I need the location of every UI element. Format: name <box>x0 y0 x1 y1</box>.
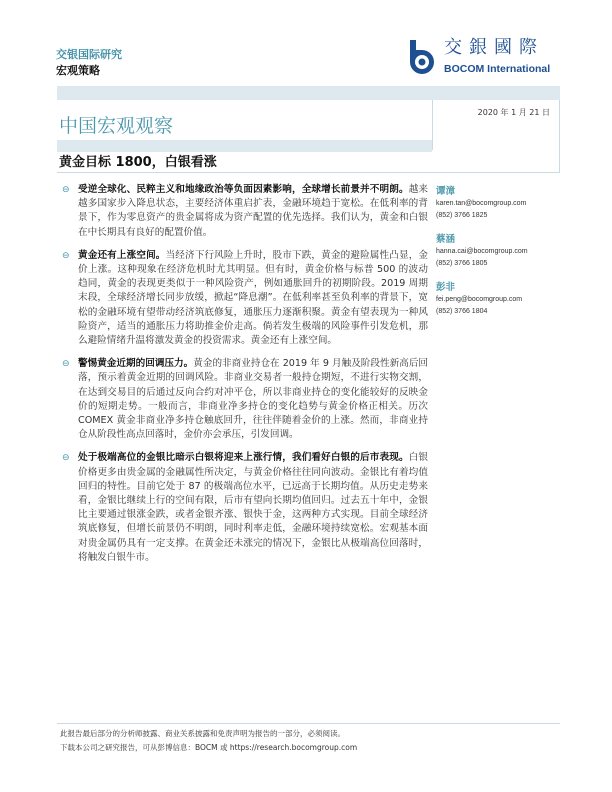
bullet-icon: ⊖ <box>62 185 70 195</box>
bullet-icon: ⊖ <box>62 453 70 464</box>
footer-divider <box>57 723 560 724</box>
download-note: 下载本公司之研究报告，可从彭博信息：BOCM 或 https://research.bocomgroup.com <box>60 743 358 752</box>
bocom-logo-icon <box>400 38 438 74</box>
logo-english-text: BOCOM International <box>444 63 551 75</box>
list-item <box>62 451 430 565</box>
disclosure-note: 此报告最后部分的分析师披露、商业关系披露和免责声明为报告的一部分，必须阅读。 <box>60 729 345 738</box>
analyst <box>436 281 570 317</box>
divider <box>432 100 433 150</box>
list-item <box>62 183 430 240</box>
bullet-icon: ⊖ <box>62 359 70 370</box>
bullet-body: 白银价格更多由贵金属的金融属性所决定，与黄金价格往往同向波动。金银比有着均值回归的特性。目前它处于 87 的极端高位水平，已远高于长期均值。从历史走势来看，金银比继续上行的空间有限，后市有望向长期均值回归。过去五十年中，金银比主要通过银涨金跌，或者金银齐涨、银快于金，这两种方式实现。目前全球经济筑底修复，但增长前景仍不明朗，同时利率走低，金融环境持续宽松。宏观基本面对贵金属仍具有一定支撑。在黄金还未涨完的情况下，金银比从极端高位回落时，将触发白银牛市。 <box>78 452 429 563</box>
bullet-icon: ⊖ <box>62 250 70 261</box>
analyst-list <box>436 185 570 329</box>
bullet-heading: 黄金还有上涨空间。 <box>78 249 166 261</box>
section-label: 宏观策略 <box>56 64 100 77</box>
analyst-email[interactable]: fei.peng@bocomgroup.com <box>436 296 523 303</box>
analyst-email[interactable]: hanna.cai@bocomgroup.com <box>436 248 528 255</box>
analyst <box>436 233 570 269</box>
brand-name: 交银国际研究 <box>56 48 122 61</box>
analyst-name: 蔡涵 <box>436 234 456 245</box>
analyst-name: 彭非 <box>436 282 456 293</box>
analyst-phone: (852) 3766 1804 <box>436 307 488 315</box>
key-points <box>62 183 430 574</box>
list-item <box>62 249 430 348</box>
bullet-heading: 处于极端高位的金银比暗示白银将迎来上涨行情，我们看好白银的后市表现。 <box>78 452 409 464</box>
bullet-body: 越来越多国家步入降息状态，主要经济体重启扩表，金融环境趋于宽松。在低利率的背景下，作为零息资产的贵金属将成为资产配置的优先选择。我们认为，黄金和白银在中长期具有良好的配置价值。 <box>78 184 429 238</box>
page-subtitle: 黄金目标 1800，白银看涨 <box>59 155 217 170</box>
bullet-body: 黄金的非商业持仓在 2019 年 9 月触及阶段性新高后回落，预示着黄金近期的回调风险。非商业交易者一般持仓期短，不进行实物交割，在达到交易目的后通过反向合约对冲平仓，所以非商业持仓的变化能较好的反映金价的短期走势。一般而言，非商业净多持仓的变化趋势与黄金价格正相关。历次 COMEX 黄金非商业净多持仓触底回升，往往伴随着金价的上涨。然而，非商业持仓从阶段性高点回落时，金价亦会承压，引发回调。 <box>78 358 429 441</box>
bullet-heading: 受逆全球化、民粹主义和地缘政治等负面因素影响，全球增长前景并不明朗。 <box>78 184 409 195</box>
analyst-phone: (852) 3766 1825 <box>436 211 488 219</box>
analyst-phone: (852) 3766 1805 <box>436 259 488 267</box>
list-item <box>62 357 430 442</box>
bullet-heading: 警惕黄金近期的回调压力。 <box>78 358 194 370</box>
logo-chinese-text: 交銀國際 <box>444 37 544 58</box>
analyst <box>436 185 570 221</box>
analyst-email[interactable]: karen.tan@bocomgroup.com <box>436 200 527 207</box>
report-date: 2020 年 1 月 21 日 <box>477 108 550 117</box>
title-band <box>57 140 432 152</box>
bullet-body: 当经济下行风险上升时，股市下跌，黄金的避险属性凸显，金价上涨。这种现象在经济危机时尤其明显。但有时，黄金价格与标普 500 的波动趋同，黄金的表现更类似于一种风险资产，例如通胀回升的初期阶段。2019 周期末段，全球经济增长同步放缓，掀起“降息潮”。在低利率甚至负利率的背景下，宽松的金融环境有望带动经济筑底修复，通胀压力逐渐积聚。黄金有望表现为一种风险资产，适当的通胀压力将助推金价走高。倘若发生极端的风险事件引发危机，那么避险情绪升温将激发黄金的投资需求。黄金还有上涨空间。 <box>78 249 429 347</box>
bocom-logo <box>400 38 570 80</box>
page-title: 中国宏观观察 <box>59 115 174 137</box>
analyst-name: 谭漳 <box>436 186 456 197</box>
header-band <box>57 86 560 100</box>
